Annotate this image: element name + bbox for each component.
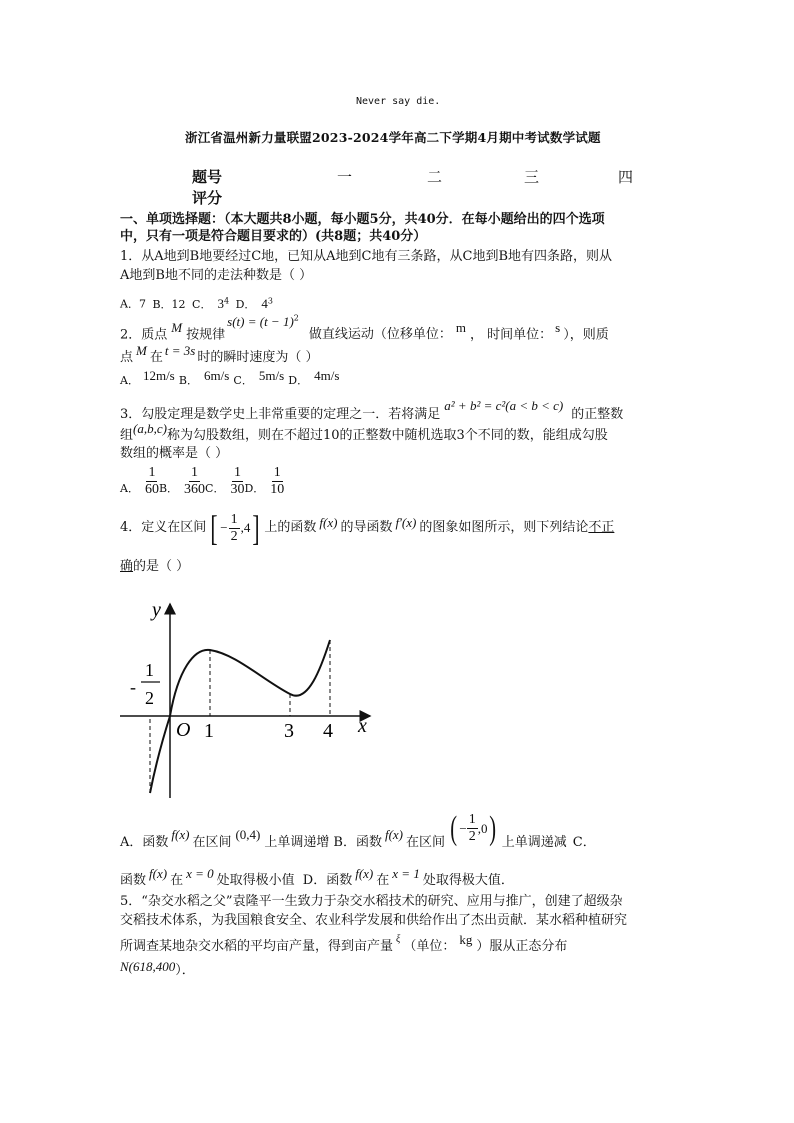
page-title: 浙江省温州新力量联盟2023-2024学年高二下学期4月期中考试数学试题 xyxy=(185,130,601,145)
q4-options-line1 xyxy=(120,809,596,853)
q1-option-a[interactable]: A．7 xyxy=(120,297,146,311)
derivative-curve xyxy=(170,640,330,716)
q3-options xyxy=(120,465,284,498)
q5-line2: 交稻技术体系，为我国粮食安全、农业科学发展和供给作出了杰出贡献．某水稻种植研究 xyxy=(120,913,628,928)
q2-option-d[interactable]: D． 4m/s xyxy=(288,368,340,387)
q2-line1: 2．质点 M 按规律$s(t) = (t - 1)^2$做直线运动（位移单位： m ， 时间单位： s ），则质 xyxy=(120,314,609,343)
q2-options xyxy=(120,370,339,391)
q4-interval: [ − $\frac{1}{2}$ ,4 ] xyxy=(210,508,260,548)
q1-option-d[interactable]: D． $4^3$ xyxy=(235,295,273,311)
q4-line1: 4．定义在区间 [ − $\frac{1}{2}$ ,4 ] 上的函数 f(x) 的导函数 f′(x) 的图象如图所示，则下列结论 不正 xyxy=(120,508,615,548)
q2-option-a[interactable]: A． 12m/s xyxy=(120,368,175,387)
score-table-col-4: 四 xyxy=(618,168,634,186)
section-heading-line1: 一、单项选择题：（本大题共8小题，每小题5分，共40分．在每小题给出的四个选项 xyxy=(120,212,605,227)
q3-option-c[interactable]: C． $\frac{1}{30}$ xyxy=(205,465,245,497)
q3-line1: 3．勾股定理是数学史上非常重要的定理之一．若将满足a² + b² = c²(a < b < c)的正整数 xyxy=(120,398,624,422)
q4-option-a[interactable]: A．函数 f(x) 在区间 (0,4) 上单调递增 xyxy=(120,827,330,850)
q1-option-b[interactable]: B．12 xyxy=(152,297,186,311)
tick-label-1: 1 xyxy=(204,720,214,742)
neg-half-denominator: 2 xyxy=(145,688,154,708)
q3-line2: 组(a,b,c)称为勾股数组，则在不超过10的正整数中随机选取3个不同的数，能组成勾股 xyxy=(120,421,608,443)
y-axis-label: y xyxy=(152,599,161,621)
q3-option-a[interactable]: A． $\frac{1}{60}$ xyxy=(120,465,159,497)
score-table-row-label: 评分 xyxy=(192,189,223,207)
score-table-col-1: 一 xyxy=(337,168,353,186)
derivative-graph xyxy=(118,598,378,800)
q1-options xyxy=(120,291,273,315)
q1-option-c[interactable]: C． $3^4$ xyxy=(192,295,230,311)
neg-half-numerator: 1 xyxy=(145,660,154,680)
q3-option-d[interactable]: D． $\frac{1}{10}$ xyxy=(244,465,285,497)
q1-line2: A地到B地不同的走法种数是（ ） xyxy=(120,268,313,283)
q3-line3: 数组的概率是（ ） xyxy=(120,446,229,461)
origin-label: O xyxy=(176,719,191,741)
q3-option-b[interactable]: B． $\frac{1}{360}$ xyxy=(158,465,206,497)
score-table-col-2: 二 xyxy=(427,168,443,186)
tick-label-3: 3 xyxy=(284,720,294,742)
q5-line4: N(618,400）． xyxy=(120,959,195,978)
neg-half-minus: - xyxy=(130,677,136,697)
derivative-curve-negative-part xyxy=(150,716,170,793)
score-table-col-3: 三 xyxy=(524,168,540,186)
score-table-header-label: 题号 xyxy=(192,168,223,186)
x-axis-label: x xyxy=(358,715,367,737)
q2-option-c[interactable]: C． 5m/s xyxy=(233,368,285,387)
q1-line1: 1．从A地到B地要经过C地，已知从A地到C地有三条路，从C地到B地有四条路，则从 xyxy=(120,249,612,264)
q4-options-line2 xyxy=(120,866,514,891)
q5-line1: 5．“杂交水稻之父”袁隆平一生致力于杂交水稻技术的研究、应用与推广，创建了超级杂 xyxy=(120,894,623,909)
q4-line2: 确的是（ ） xyxy=(120,559,190,574)
q4-option-c-text[interactable]: 函数 f(x) 在 x = 0 处取得极小值 xyxy=(120,866,295,888)
q2-option-b[interactable]: B． 6m/s xyxy=(178,368,230,387)
tick-label-4: 4 xyxy=(323,720,333,742)
q4-option-d[interactable]: D．函数 f(x) 在 x = 1 处取得极大值． xyxy=(302,866,514,888)
q4-option-b[interactable]: B．函数 f(x) 在区间 ( − $\frac{1}{2}$ ,0 ) 上单调递减 xyxy=(333,809,567,850)
motto: Never say die. xyxy=(356,96,441,107)
q2-line2: 点 M 在 t = 3s 时的瞬时速度为（ ） xyxy=(120,343,319,365)
section-heading-line2: 中，只有一项是符合题目要求的）(共8题；共40分） xyxy=(120,229,427,244)
q4-option-c-label[interactable]: C． xyxy=(572,835,596,850)
q5-line3: 所调查某地杂交水稻的平均亩产量，得到亩产量 $^\xi$ （单位： kg ）服从正态分布 xyxy=(120,932,568,954)
